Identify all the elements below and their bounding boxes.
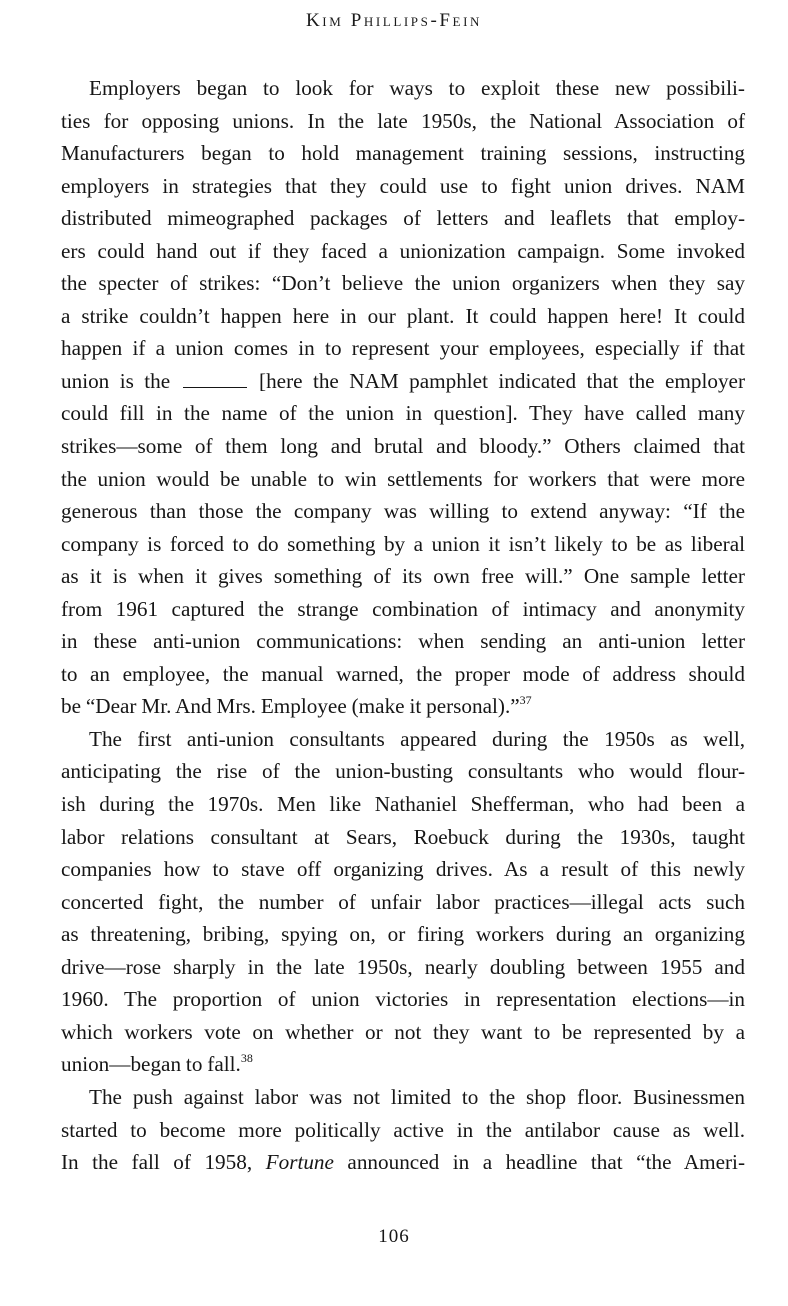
text-line: ers could hand out if they faced a unionization campaign. Some invoked <box>61 238 745 263</box>
text-line: distributed mimeographed packages of letters and leaflets that employ- <box>61 206 745 231</box>
text-line: the union would be unable to win settlements for workers that were more <box>61 466 745 491</box>
text-line: the specter of strikes: “Don’t believe the union organizers when they say <box>61 271 745 296</box>
text-line: strikes—some of them long and brutal and bloody.” Others claimed that <box>61 434 745 459</box>
text-fragment: be “Dear Mr. And Mrs. Employee (make it personal).” <box>61 694 520 719</box>
text-line <box>61 690 745 723</box>
text-line: to an employee, the manual warned, the proper mode of address should <box>61 661 745 686</box>
text-line: companies how to stave off organizing drives. As a result of this newly <box>61 857 745 882</box>
text-line <box>61 1048 745 1081</box>
text-line: as it is when it gives something of its own free will.” One sample letter <box>61 564 745 589</box>
page-number: 106 <box>378 1226 410 1247</box>
text-line: labor relations consultant at Sears, Roebuck during the 1930s, taught <box>61 824 745 849</box>
italic-title: Fortune <box>265 1150 334 1175</box>
text-line: employers in strategies that they could use to fight union drives. NAM <box>61 173 745 198</box>
body-text <box>61 72 745 1179</box>
paragraph-3 <box>61 1081 745 1179</box>
text-line: concerted fight, the number of unfair labor practices—illegal acts such <box>61 889 745 914</box>
text-line: Employers began to look for ways to exploit these new possibili- <box>89 76 745 100</box>
footnote-ref[interactable]: 38 <box>240 1051 253 1066</box>
fill-in-blank <box>183 386 247 388</box>
text-fragment: [here the NAM pamphlet indicated that the employer <box>259 368 746 393</box>
text-line: from 1961 captured the strange combination of intimacy and anonymity <box>61 596 745 621</box>
text-line: a strike couldn’t happen here in our plant. It could happen here! It could <box>61 303 745 328</box>
text-fragment: In the fall of 1958, <box>61 1150 266 1175</box>
text-line: 1960. The proportion of union victories in representation elections—in <box>61 987 745 1012</box>
text-line: drive—rose sharply in the late 1950s, nearly doubling between 1955 and <box>61 954 745 979</box>
text-line: The first anti-union consultants appeared during the 1950s as well, <box>89 726 745 751</box>
footnote-ref[interactable]: 37 <box>519 693 532 708</box>
text-fragment: union is the <box>61 368 171 393</box>
text-line: happen if a union comes in to represent your employees, especially if that <box>61 336 745 361</box>
paragraph-1 <box>61 72 745 723</box>
text-line: anticipating the rise of the union-busting consultants who would flour- <box>61 759 745 784</box>
text-line-with-blank <box>61 365 745 398</box>
paragraph-2 <box>61 723 745 1081</box>
text-fragment: union—began to fall. <box>61 1052 241 1077</box>
text-line <box>61 1146 745 1179</box>
text-line: generous than those the company was willing to extend anyway: “If the <box>61 499 745 524</box>
running-head: Kim Phillips-Fein <box>305 10 483 31</box>
text-line: started to become more politically active in the antilabor cause as well. <box>61 1117 745 1142</box>
text-line: could fill in the name of the union in question]. They have called many <box>61 401 745 426</box>
text-line: in these anti-union communications: when sending an anti-union letter <box>61 629 745 654</box>
text-line: Manufacturers began to hold management training sessions, instructing <box>61 141 745 166</box>
text-line: company is forced to do something by a union it isn’t likely to be as liberal <box>61 531 745 556</box>
text-line: as threatening, bribing, spying on, or firing workers during an organizing <box>61 922 745 947</box>
text-line: ties for opposing unions. In the late 1950s, the National Association of <box>61 108 745 133</box>
text-line: which workers vote on whether or not they want to be represented by a <box>61 1019 745 1044</box>
text-fragment: announced in a headline that “the Ameri- <box>333 1150 746 1175</box>
text-line: The push against labor was not limited to the shop floor. Businessmen <box>89 1084 745 1109</box>
text-line: ish during the 1970s. Men like Nathaniel Shefferman, who had been a <box>61 792 745 817</box>
